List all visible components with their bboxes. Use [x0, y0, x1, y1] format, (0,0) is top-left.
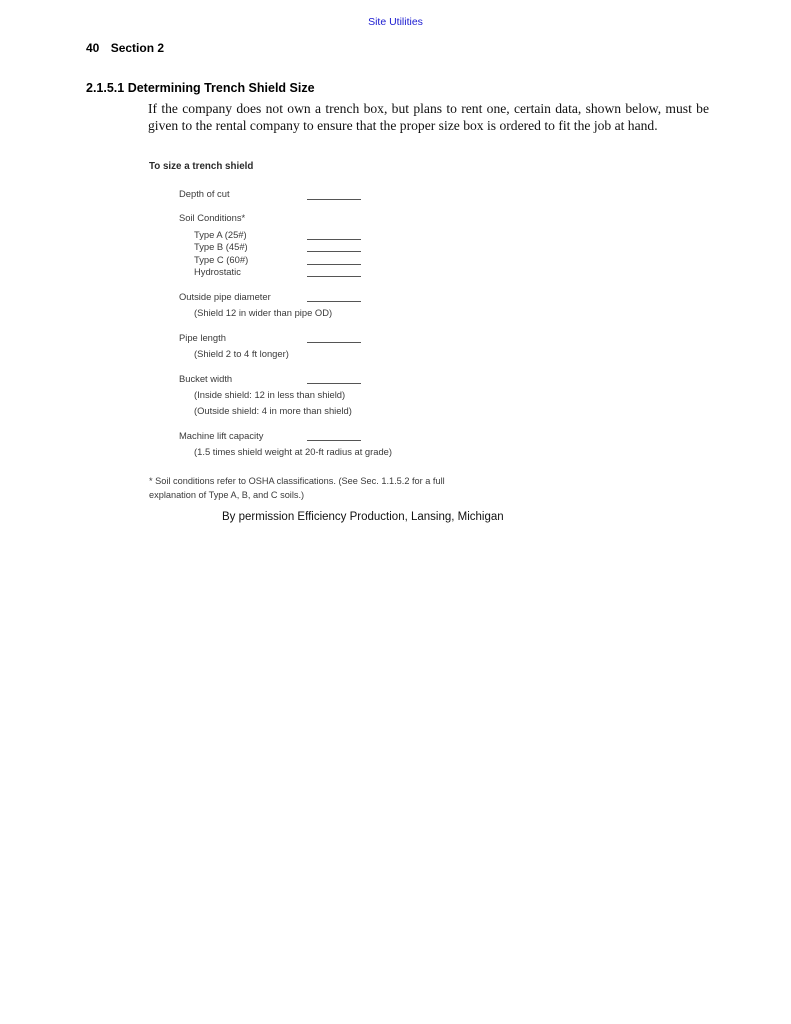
soil-hydrostatic-blank [307, 276, 361, 277]
bucket-note-outside: (Outside shield: 4 in more than shield) [194, 405, 352, 416]
soil-type-a-blank [307, 239, 361, 240]
soil-type-c-label: Type C (60#) [194, 254, 249, 265]
figure-footnote: * Soil conditions refer to OSHA classifications. (See Sec. 1.1.5.2 for a full explanation of Type A, B, and C soils.) [149, 476, 445, 500]
bucket-note-inside: (Inside shield: 12 in less than shield) [194, 389, 346, 400]
figure-title: To size a trench shield [149, 161, 254, 172]
outside-pipe-note: (Shield 12 in wider than pipe OD) [194, 307, 333, 318]
bucket-width-label: Bucket width [179, 373, 233, 384]
machine-lift-note: (1.5 times shield weight at 20-ft radius at grade) [194, 446, 393, 457]
outside-pipe-diameter-blank [307, 301, 361, 302]
folio [86, 41, 164, 55]
page-number: 40 [86, 41, 100, 55]
soil-type-b-label: Type B (45#) [194, 241, 248, 252]
bucket-width-blank [307, 383, 361, 384]
depth-of-cut-blank [307, 199, 361, 200]
section-label: Section 2 [110, 41, 165, 55]
pipe-length-blank [307, 342, 361, 343]
machine-lift-label: Machine lift capacity [179, 430, 264, 441]
machine-lift-blank [307, 440, 361, 441]
outside-pipe-diameter-label: Outside pipe diameter [179, 291, 271, 302]
body-paragraph: If the company does not own a trench box, but plans to rent one, certain data, shown below, must be given to the rental company to ensure that the proper size box is ordered to fit the job at hand. [148, 101, 709, 133]
pipe-length-label: Pipe length [179, 332, 226, 343]
depth-of-cut-label: Depth of cut [179, 188, 230, 199]
soil-type-c-blank [307, 264, 361, 265]
running-head: Site Utilities [368, 16, 423, 28]
soil-conditions-label: Soil Conditions* [179, 212, 246, 223]
soil-type-a-label: Type A (25#) [194, 229, 247, 240]
soil-hydrostatic-label: Hydrostatic [194, 266, 241, 277]
soil-type-b-blank [307, 251, 361, 252]
section-heading: 2.1.5.1 Determining Trench Shield Size [86, 81, 315, 95]
permission-credit: By permission Efficiency Production, Lansing, Michigan [222, 511, 504, 523]
pipe-length-note: (Shield 2 to 4 ft longer) [194, 348, 289, 359]
